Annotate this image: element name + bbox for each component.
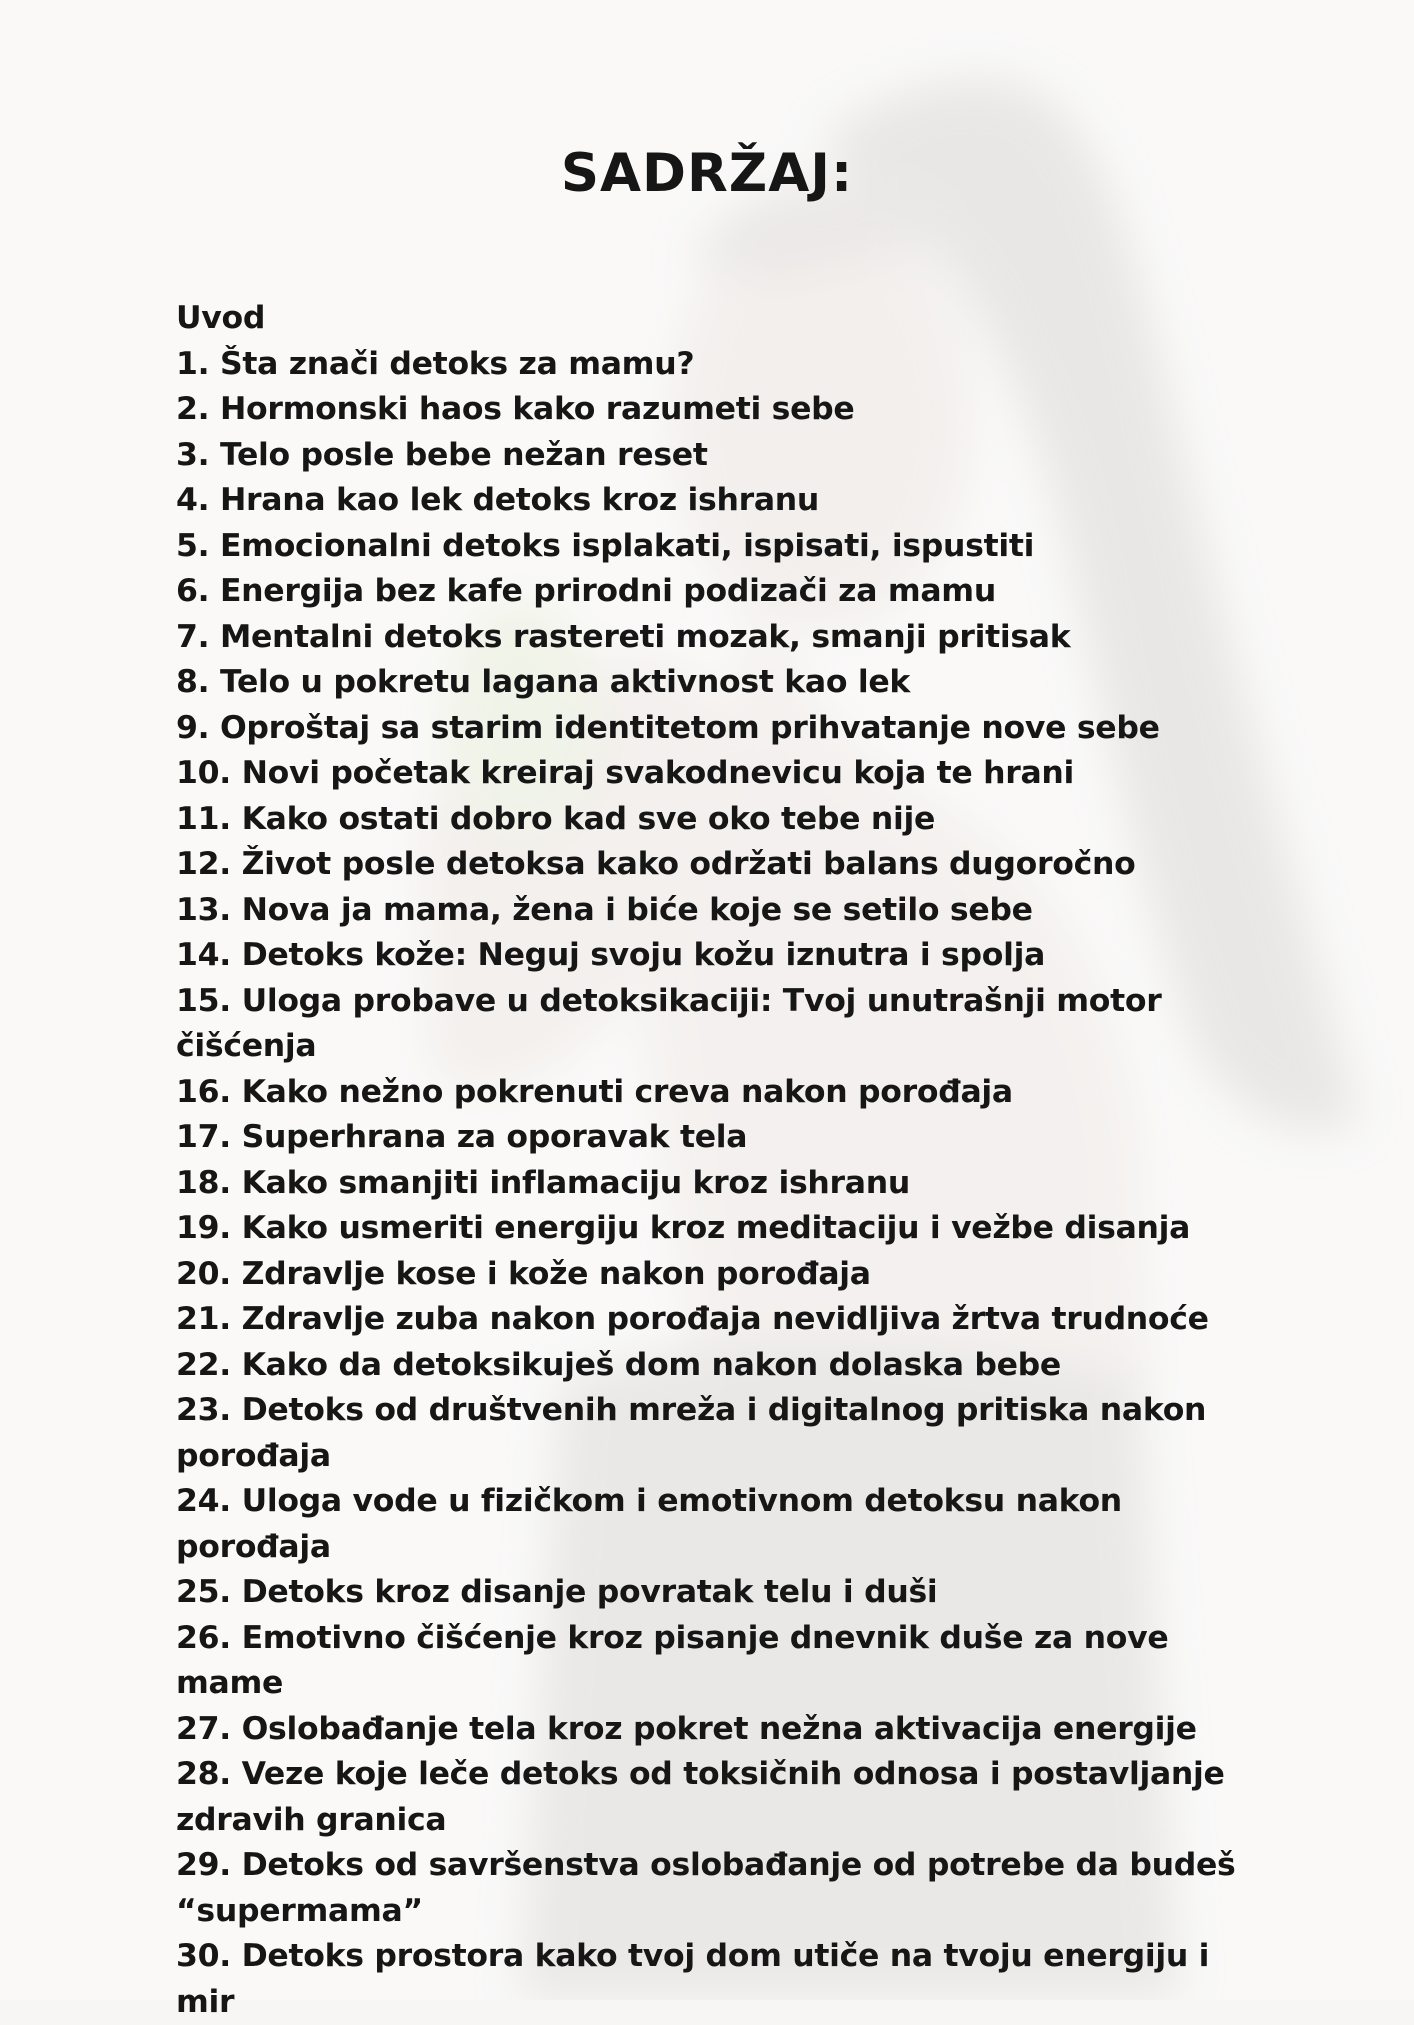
toc-item-18: 18. Kako smanjiti inflamaciju kroz ishranu [176, 1164, 910, 1201]
toc-item-5: 5. Emocionalni detoks isplakati, ispisati, ispustiti [176, 527, 1035, 564]
toc-item-25: 25. Detoks kroz disanje povratak telu i duši [176, 1574, 938, 1610]
toc-item-14: 14. Detoks kože: Neguj svoju kožu iznutra i spolja [176, 937, 1046, 973]
toc-item-15: 15. Uloga probave u detoksikaciji: Tvoj unutrašnji motor čišćenja [176, 982, 1162, 1064]
toc-item-29: 29. Detoks od savršenstva oslobađanje od potrebe da budeš “supermama” [176, 1847, 1236, 1929]
toc-item-6: 6. Energija bez kafe prirodni podizači za mamu [176, 573, 996, 609]
toc-item-3: 3. Telo posle bebe nežan reset [176, 436, 708, 473]
toc-item-10: 10. Novi početak kreiraj svakodnevicu koja te hrani [176, 755, 1075, 791]
toc-item-4: 4. Hrana kao lek detoks kroz ishranu [176, 482, 820, 518]
toc-item-28: 28. Veze koje leče detoks od toksičnih odnosa i postavljanje zdravih granica [176, 1756, 1225, 1838]
toc-item-20: 20. Zdravlje kose i kože nakon porođaja [176, 1255, 871, 1292]
toc-item-30: 30. Detoks prostora kako tvoj dom utiče na tvoju energiju i mir [176, 1938, 1210, 2020]
toc-item-17: 17. Superhrana za oporavak tela [176, 1119, 748, 1155]
toc-item-2: 2. Hormonski haos kako razumeti sebe [176, 391, 855, 427]
table-of-contents [176, 296, 1256, 2025]
toc-item-27: 27. Oslobađanje tela kroz pokret nežna aktivacija energije [176, 1710, 1197, 1747]
toc-item-8: 8. Telo u pokretu lagana aktivnost kao lek [176, 664, 911, 700]
toc-item-intro: Uvod [176, 300, 266, 336]
toc-item-26: 26. Emotivno čišćenje kroz pisanje dnevnik duše za nove mame [176, 1619, 1169, 1701]
toc-item-1: 1. Šta znači detoks za mamu? [176, 345, 695, 382]
toc-item-22: 22. Kako da detoksikuješ dom nakon dolaska bebe [176, 1346, 1061, 1383]
toc-item-24: 24. Uloga vode u fizičkom i emotivnom detoksu nakon porođaja [176, 1483, 1122, 1565]
toc-item-12: 12. Život posle detoksa kako održati balans dugoročno [176, 846, 1136, 882]
toc-item-9: 9. Oproštaj sa starim identitetom prihvatanje nove sebe [176, 709, 1160, 746]
page-title: SADRŽAJ: [560, 143, 854, 204]
toc-item-13: 13. Nova ja mama, žena i biće koje se setilo sebe [176, 891, 1033, 928]
toc-item-21: 21. Zdravlje zuba nakon porođaja nevidljiva žrtva trudnoće [176, 1301, 1209, 1337]
toc-item-23: 23. Detoks od društvenih mreža i digitalnog pritiska nakon porođaja [176, 1392, 1207, 1474]
toc-item-7: 7. Mentalni detoks rastereti mozak, smanji pritisak [176, 618, 1071, 655]
toc-item-19: 19. Kako usmeriti energiju kroz meditaciju i vežbe disanja [176, 1210, 1191, 1246]
toc-item-11: 11. Kako ostati dobro kad sve oko tebe nije [176, 800, 936, 837]
toc-item-16: 16. Kako nežno pokrenuti creva nakon porođaja [176, 1073, 1013, 1110]
